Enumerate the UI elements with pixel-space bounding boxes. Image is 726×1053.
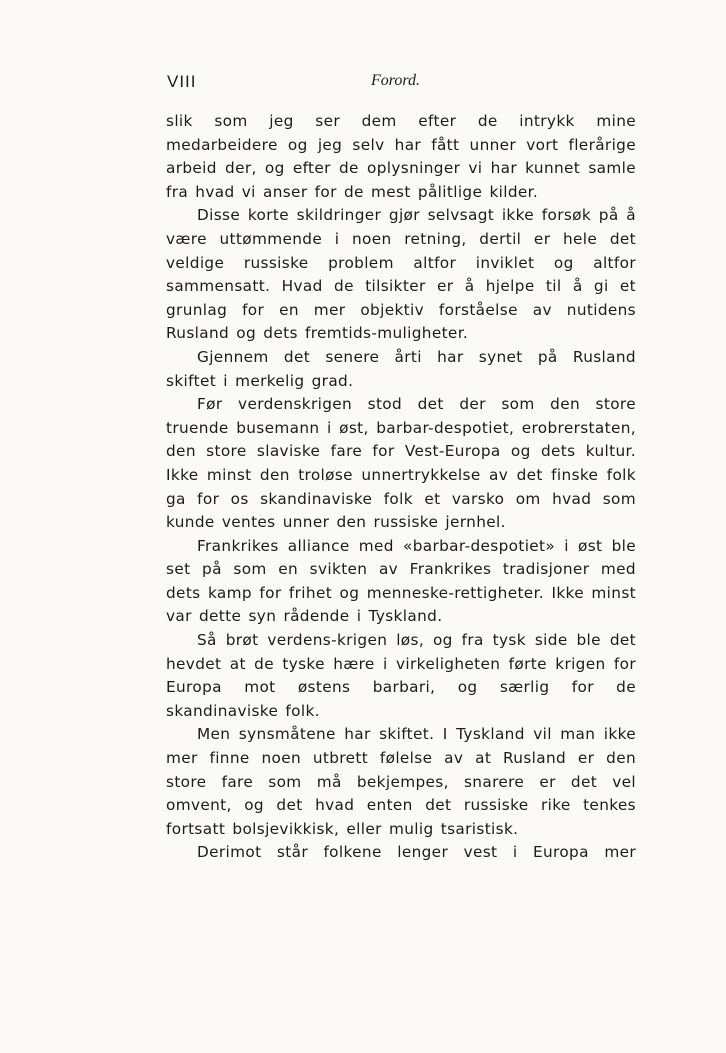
paragraph-5: Frankrikes alliance med «barbar-despotiet» i øst ble set på som en svikten av Frankrikes tradisjoner med dets kamp for frihet og menneske-rettigheter. Ikke minst var dette syn rådende i Tyskland. bbox=[166, 536, 636, 626]
page-number: VIII bbox=[167, 72, 197, 91]
paragraph-7: Men synsmåtene har skiftet. I Tyskland vil man ikke mer finne noen utbrett følelse av at Rusland er den store fare som må bekjempes, snarere er det vel omvent, og det hvad enten det russiske rike tenkes fortsatt bolsjevikkisk, eller mulig tsaristisk. bbox=[166, 725, 636, 838]
running-title: Forord. bbox=[371, 72, 421, 89]
paragraph-2: Disse korte skildringer gjør selvsagt ikke forsøk på å være uttømmende i noen retning, dertil er hele det veldige russiske problem altfor inviklet og altfor sammensatt. Hvad de tilsikter er å hjelpe til å gi et grunlag for en mer objektiv forståelse av nutidens Rusland og dets fremtids-muligheter. bbox=[166, 206, 636, 343]
body-text bbox=[166, 110, 636, 865]
paragraph-8: Derimot står folkene lenger vest i Europa mer bbox=[197, 843, 636, 862]
paragraph-3: Gjennem det senere årti har synet på Rusland skiftet i merkelig grad. bbox=[166, 347, 636, 390]
page-header bbox=[167, 72, 637, 102]
paragraph-6: Så brøt verdens-krigen løs, og fra tysk side ble det hevdet at de tyske hære i virkeligheten førte krigen for Europa mot østens barbari, og særlig for de skandinaviske folk. bbox=[166, 631, 636, 720]
paragraph-1: slik som jeg ser dem efter de intrykk mine medarbeidere og jeg selv har fått unner vort flerårige arbeid der, og efter de oplysninger vi har kunnet samle fra hvad vi anser for de mest pålitlige kilder. bbox=[166, 112, 636, 201]
paragraph-4: Før verdenskrigen stod det der som den store truende busemann i øst, barbar-despotiet, erobrerstaten, den store slaviske fare for Vest-Europa og dets kultur. Ikke minst den troløse unnertrykkelse av det finske folk ga for os skandinaviske folk et varsko om hvad som kunde ventes unner den russiske jernhel. bbox=[166, 395, 636, 532]
